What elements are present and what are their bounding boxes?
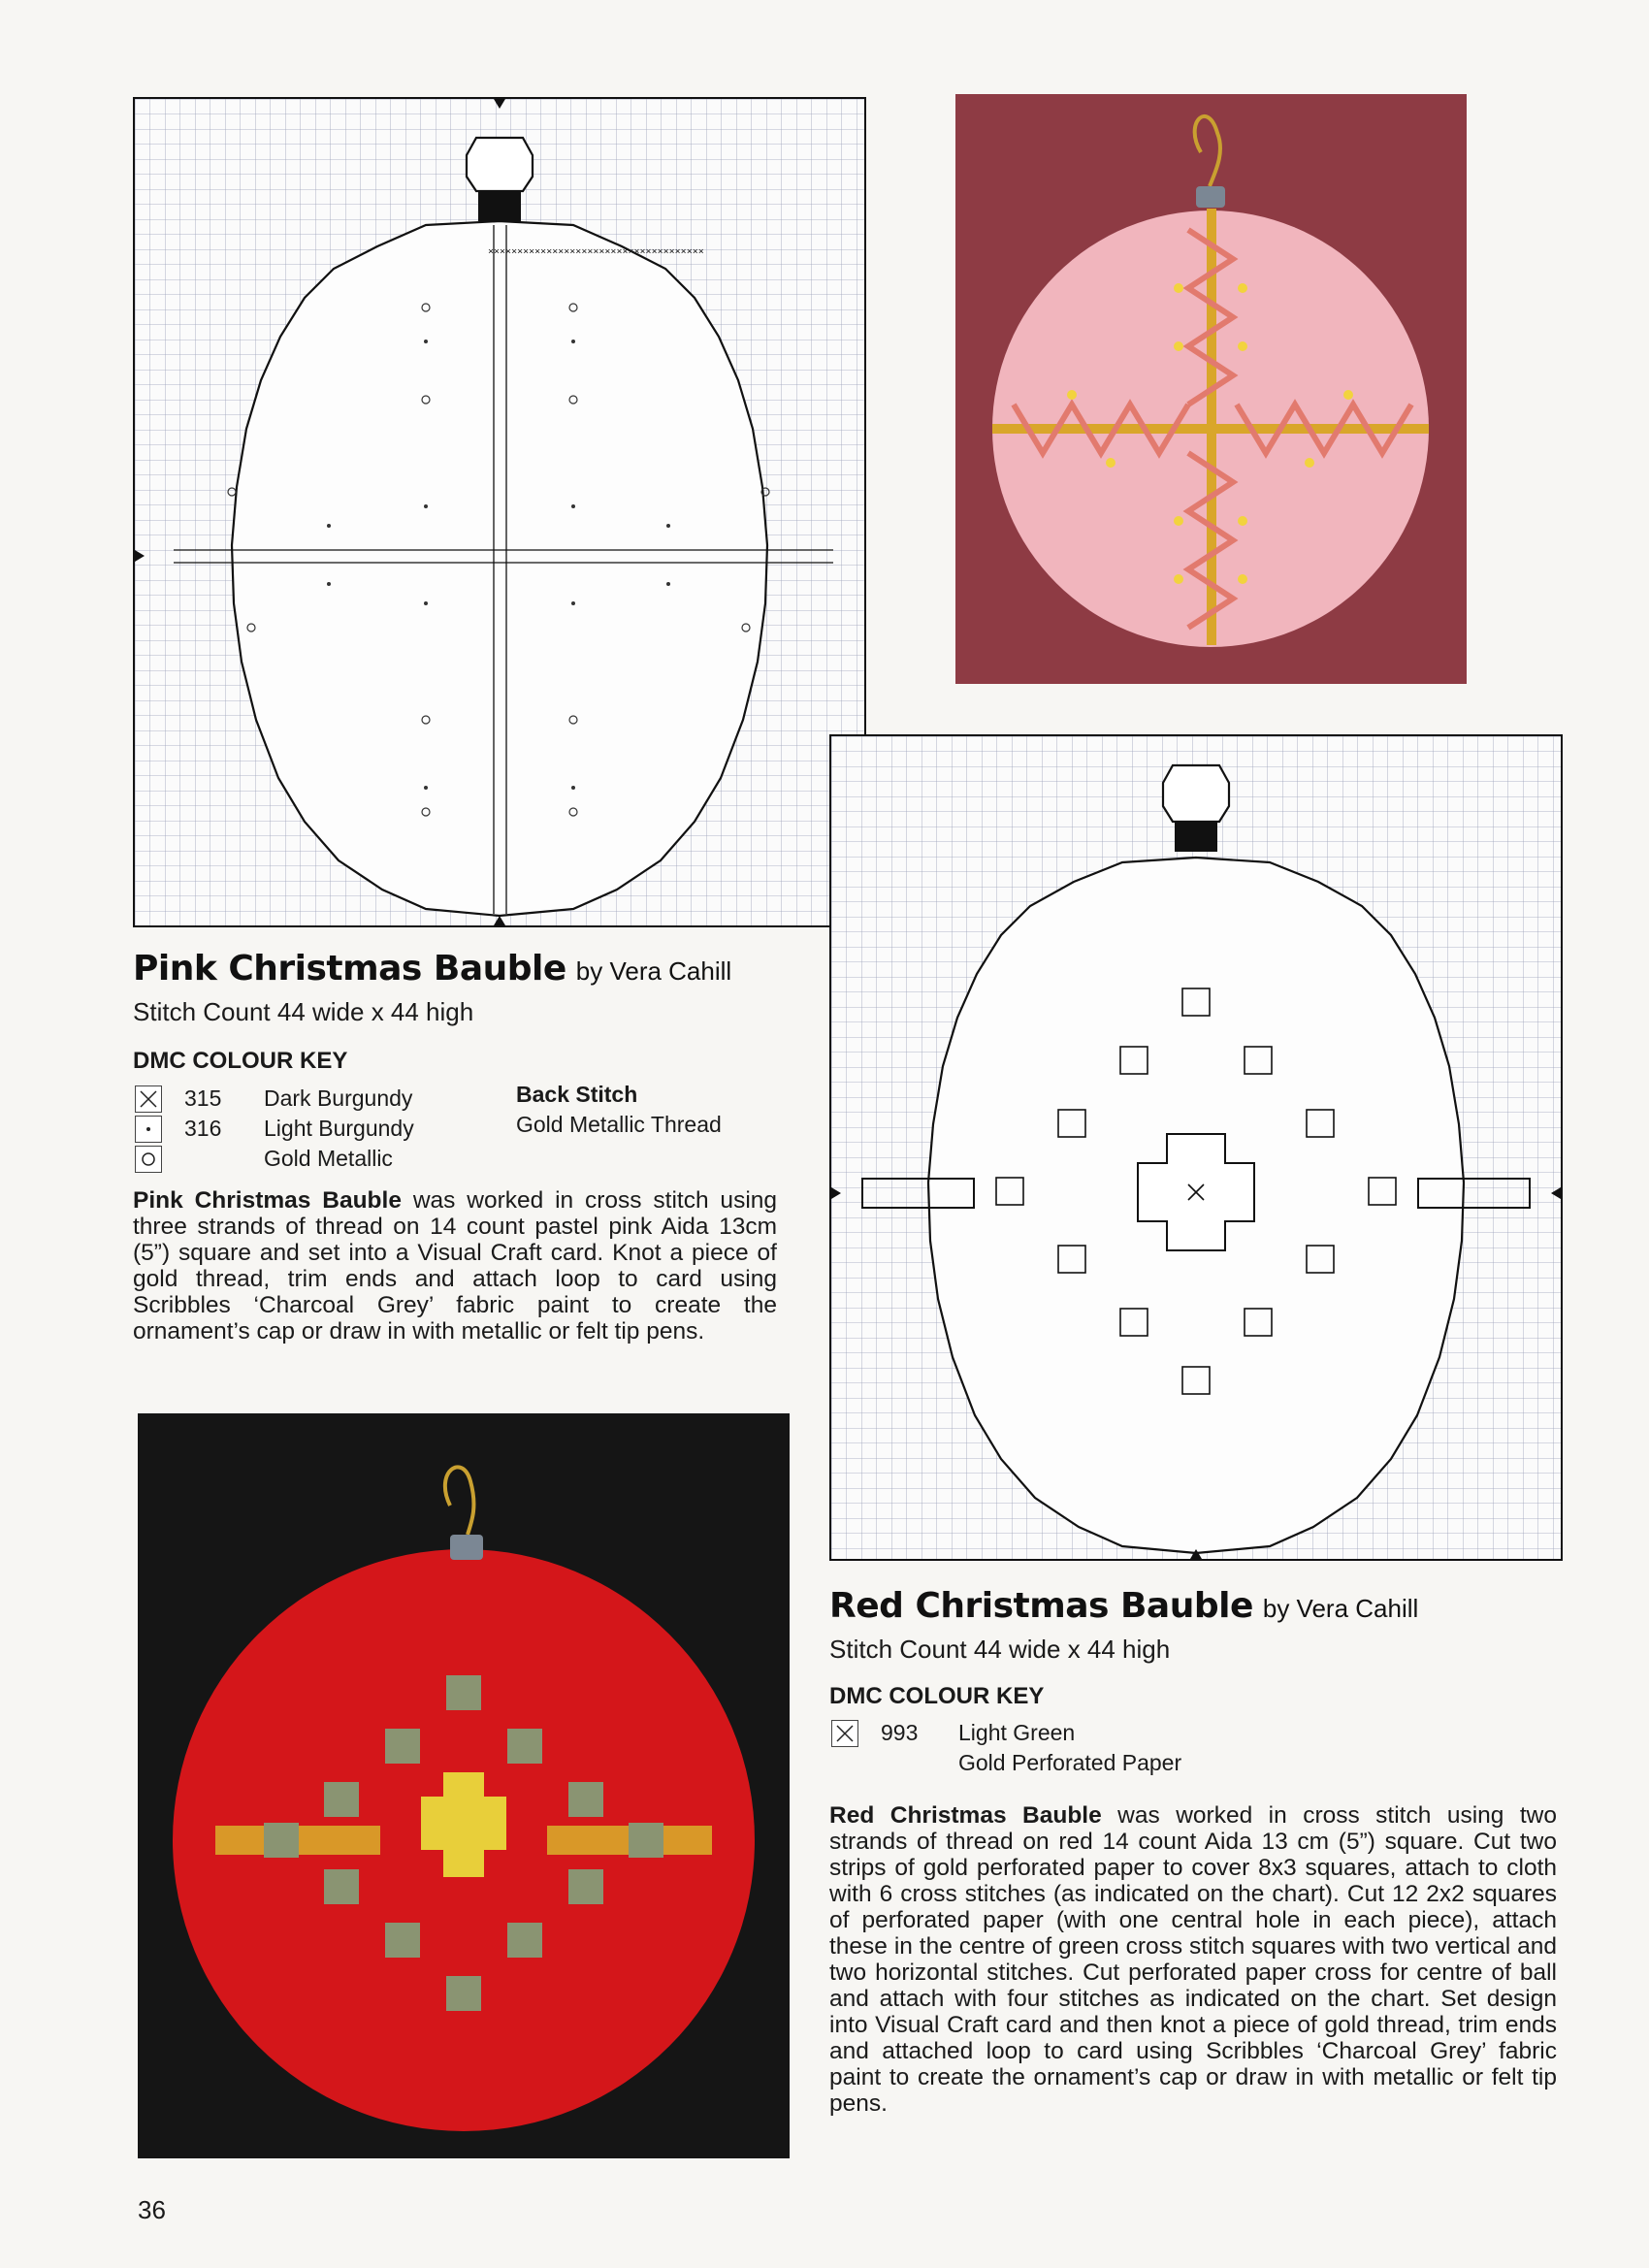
svg-text:××××××××××××××××××××××××××××××: ××××××××××××××××××××××××××××××××××××× — [488, 246, 704, 257]
red-instructions-lead: Red Christmas Bauble — [829, 1802, 1102, 1829]
pink-title-text: Pink Christmas Bauble — [133, 949, 566, 988]
red-stitch-count: Stitch Count 44 wide x 44 high — [829, 1635, 1171, 1664]
pink-byline: by Vera Cahill — [575, 956, 732, 986]
pink-key-name: Gold Metallic — [264, 1146, 393, 1171]
pink-key-name: Light Burgundy — [264, 1116, 414, 1141]
pink-instructions-text: was worked in cross stitch using three strands of thread on 14 count pastel pink Aida 13cm (5”) square and set into a Visual Craft card. Knot a piece of gold thread, trim ends and attach loop to card using Scribbles ‘Charcoal Grey’ fabric paint to create the ornament’s cap or draw in with metallic or felt tip pens. — [133, 1187, 778, 1345]
pink-instructions-lead: Pink Christmas Bauble — [133, 1187, 402, 1214]
red-key-name: Light Green — [958, 1720, 1076, 1745]
page-number: 36 — [138, 2195, 166, 2224]
red-key-name: Gold Perforated Paper — [958, 1750, 1182, 1775]
pink-title — [133, 949, 731, 988]
pink-key-code: 315 — [184, 1085, 222, 1111]
red-byline: by Vera Cahill — [1262, 1594, 1419, 1623]
dot-symbol-icon — [135, 1116, 162, 1143]
pink-backstitch-heading: Back Stitch — [516, 1082, 638, 1107]
pink-bauble-chart — [133, 97, 866, 927]
pink-bauble-illustration — [955, 94, 1467, 684]
pink-key-heading: DMC COLOUR KEY — [133, 1048, 348, 1074]
red-key-code: 993 — [881, 1720, 919, 1745]
red-title — [829, 1586, 1418, 1626]
pink-key-code: 316 — [184, 1116, 222, 1141]
red-key-heading: DMC COLOUR KEY — [829, 1683, 1045, 1709]
pink-key-name: Dark Burgundy — [264, 1085, 413, 1111]
red-title-text: Red Christmas Bauble — [829, 1586, 1253, 1626]
red-instructions-text: was worked in cross stitch using two strands of thread on red 14 count Aida 13 cm (5”) square. Cut two strips of gold perforated paper to cover 8x3 squares, attach to cloth with 6 cross stitches (as indicated on the chart). Cut 12 2x2 squares of perforated paper (with one central hole in each piece), attach these in the centre of green cross stitch squares with two vertical and two horizontal stitches. Cut perforated paper cross for centre of ball and attach with four stitches as indicated on the chart. Set design into Visual Craft card and then knot a piece of gold thread, trim ends and attached loop to card using Scribbles ‘Charcoal Grey’ fabric paint to create the ornament’s cap or draw in with metallic or felt tip pens. — [829, 1802, 1557, 2117]
red-bauble-illustration — [138, 1413, 790, 2158]
pink-stitch-count: Stitch Count 44 wide x 44 high — [133, 997, 474, 1026]
red-bauble-chart — [829, 734, 1563, 1561]
circle-symbol-icon — [135, 1146, 162, 1173]
red-bauble-photo — [138, 1413, 790, 2158]
cross-symbol-icon — [135, 1085, 162, 1113]
red-instructions — [829, 1802, 1557, 2117]
red-chart-grid — [831, 736, 1561, 1559]
pink-instructions — [133, 1187, 777, 1345]
pink-backstitch-value: Gold Metallic Thread — [516, 1112, 722, 1137]
pink-chart-grid — [135, 99, 864, 925]
cross-symbol-icon — [831, 1720, 858, 1747]
pink-bauble-photo — [955, 94, 1467, 684]
